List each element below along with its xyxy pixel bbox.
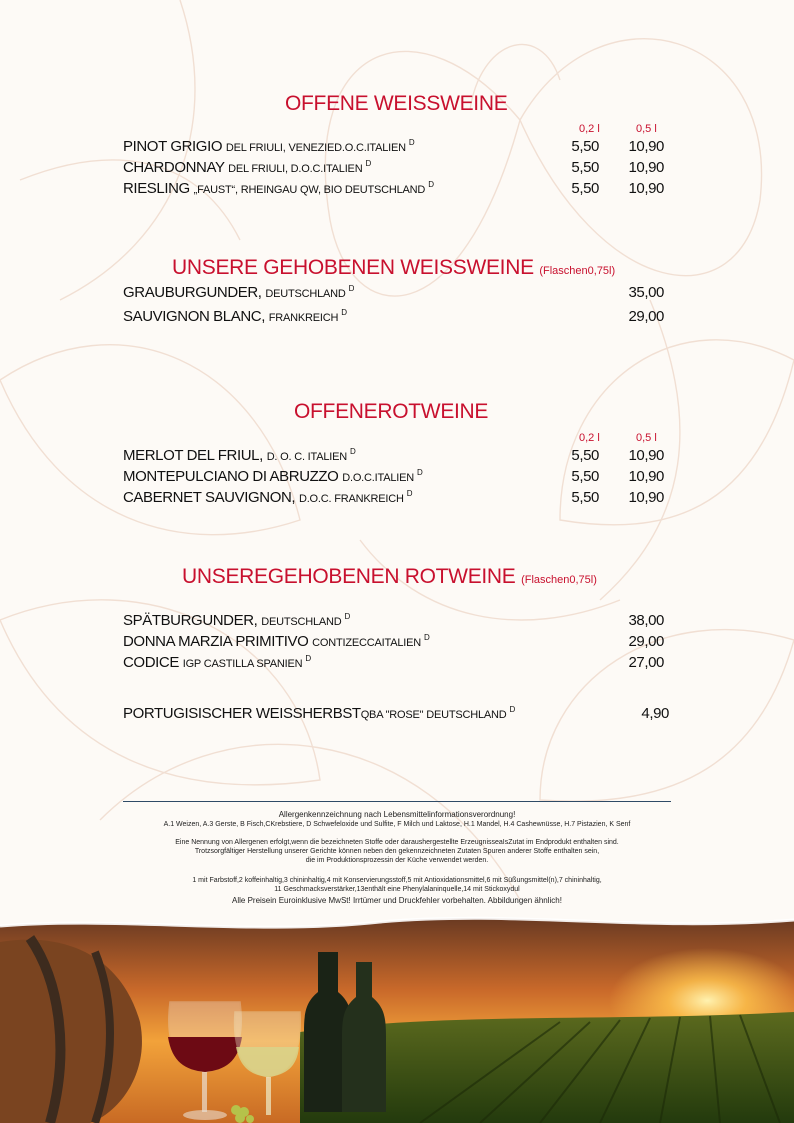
section-title-text: UNSEREGEHOBENEN ROTWEINE <box>182 565 516 588</box>
wine-description: D.O.C.ITALIEN <box>342 472 414 484</box>
wine-name: PORTUGISISCHER WEISSHERBST <box>123 705 361 722</box>
wine-name: CHARDONNAY <box>123 159 225 176</box>
list-item <box>123 468 666 488</box>
wine-name: GRAUBURGUNDER, <box>123 284 262 301</box>
wine-vineyard-photo <box>0 912 794 1123</box>
price-large: 10,90 <box>628 447 664 464</box>
wine-description: QBA "ROSE" DEUTSCHLAND <box>360 709 507 721</box>
allergen-notice-3: die im Produktionsprozessin der Küche verwendet werden. <box>305 857 489 864</box>
allergen-mark: D <box>341 308 347 317</box>
bottle-price: 29,00 <box>628 633 664 650</box>
list-item <box>123 284 666 304</box>
additives-line-1: 1 mit Farbstoff,2 koffeinhaltig,3 chininhaltig,4 mit Konservierungsstoff,5 mit Antioxidationsmittel,6 mit Süßungsmittel(n),7 chininhaltig, <box>192 877 602 884</box>
price-small: 5,50 <box>571 489 599 506</box>
wine-name: MONTEPULCIANO DI ABRUZZO <box>123 468 339 485</box>
wine-description: „FAUST“, RHEINGAU QW, BIO DEUTSCHLAND <box>193 184 426 196</box>
list-item <box>123 489 666 509</box>
list-item <box>123 654 666 674</box>
allergen-mark: D <box>350 447 356 456</box>
additives-line-2: 11 Geschmacksverstärker,13enthält eine Phenylalaninquelle,14 mit Stickoxydul <box>274 886 520 893</box>
wine-description: FRANKREICH <box>268 312 339 324</box>
section-title-offene-rotweine: OFFENEROTWEINE <box>294 400 489 423</box>
bottle-price: 38,00 <box>628 612 664 629</box>
allergen-mark: D <box>424 633 430 642</box>
wine-description: DEUTSCHLAND <box>265 288 346 300</box>
wine-name: CABERNET SAUVIGNON, <box>123 489 296 506</box>
price-small: 5,50 <box>571 468 599 485</box>
allergen-notice-2: Trotzsorgfältiger Herstellung unserer Gerichte können neben den gekennzeichneten Zutaten Spuren anderer Stoffe enthalten sein, <box>194 848 600 855</box>
allergen-mark: D <box>305 654 311 663</box>
list-item <box>123 308 666 328</box>
wine-description: D. O. C. ITALIEN <box>266 451 348 463</box>
section-title-gehobene-weissweine <box>172 256 615 280</box>
allergen-mark: D <box>408 138 415 147</box>
price-large: 10,90 <box>628 138 664 155</box>
wine-description: DEL FRIULI, VENEZIED.O.C.ITALIEN <box>225 142 406 154</box>
wine-name: DONNA MARZIA PRIMITIVO <box>123 633 309 650</box>
list-item-rose <box>123 705 669 725</box>
allergen-notice-1: Eine Nennung von Allergenen erfolgt,wenn die bezeichneten Stoffe oder daraushergestellte ErzeugnisseaIsZutat im Endprodukt enthalten sind. <box>175 839 619 846</box>
list-item <box>123 138 666 158</box>
price-large: 10,90 <box>628 489 664 506</box>
col-head-0-5l: 0,5 l <box>636 432 657 444</box>
allergen-mark: D <box>406 489 413 498</box>
price-small: 5,50 <box>571 447 599 464</box>
section-title-offene-weissweine: OFFENE WEISSWEINE <box>285 92 508 115</box>
col-head-0-2l: 0,2 l <box>579 432 600 444</box>
col-head-0-2l: 0,2 l <box>579 123 600 135</box>
bottle-price: 27,00 <box>628 654 664 671</box>
price-large: 10,90 <box>628 180 664 197</box>
allergen-mark: D <box>365 159 371 168</box>
rose-price: 4,90 <box>641 705 669 722</box>
list-item <box>123 180 666 200</box>
list-item <box>123 159 666 179</box>
allergen-mark: D <box>428 180 434 189</box>
wine-description: DEL FRIULI, D.O.C.ITALIEN <box>228 163 363 175</box>
wine-name: RIESLING <box>123 180 190 197</box>
list-item <box>123 633 666 653</box>
bottle-size-note: (Flaschen0,75l) <box>521 574 597 586</box>
wine-description: IGP CASTILLA SPANIEN <box>182 658 303 670</box>
price-large: 10,90 <box>628 159 664 176</box>
allergen-list: A.1 Weizen, A.3 Gerste, B Fisch,CKrebstiere, D Schwefeloxide und Sulfite, F Milch und Laktose, H.1 Mandel, H.4 Cashewnüsse, H.7 Pistazien, K Senf <box>163 821 631 828</box>
price-small: 5,50 <box>571 138 599 155</box>
wine-description: D.O.C. FRANKREICH <box>298 493 404 505</box>
allergen-heading: Allergenkennzeichnung nach Lebensmittelinformationsverordnung! <box>278 810 516 819</box>
section-title-gehobene-rotweine <box>182 565 597 589</box>
wine-name: CODICE <box>123 654 179 671</box>
wine-name: SAUVIGNON BLANC, <box>123 308 265 325</box>
bottle-price: 35,00 <box>628 284 664 301</box>
list-item <box>123 612 666 632</box>
allergen-mark: D <box>344 612 350 621</box>
price-small: 5,50 <box>571 159 599 176</box>
list-item <box>123 447 666 467</box>
col-head-0-5l: 0,5 l <box>636 123 657 135</box>
price-small: 5,50 <box>571 180 599 197</box>
wine-description: DEUTSCHLAND <box>261 616 342 628</box>
allergen-mark: D <box>416 468 423 477</box>
bottle-price: 29,00 <box>628 308 664 325</box>
section-title-text: UNSERE GEHOBENEN WEISSWEINE <box>172 256 534 279</box>
wine-name: MERLOT DEL FRIUL, <box>123 447 263 464</box>
wine-description: CONTIZECCAITALIEN <box>312 637 422 649</box>
price-notice: Alle Preisein Euroinklusive MwSt! Irrtümer und Druckfehler vorbehalten. Abbildungen ähnlich! <box>232 896 562 905</box>
wine-name: SPÄTBURGUNDER, <box>123 612 258 629</box>
price-large: 10,90 <box>628 468 664 485</box>
allergen-mark: D <box>348 284 355 293</box>
footer-divider <box>123 801 671 802</box>
allergen-mark: D <box>509 705 515 714</box>
bottle-size-note: (Flaschen0,75l) <box>539 265 616 277</box>
wine-name: PINOT GRIGIO <box>123 138 223 155</box>
